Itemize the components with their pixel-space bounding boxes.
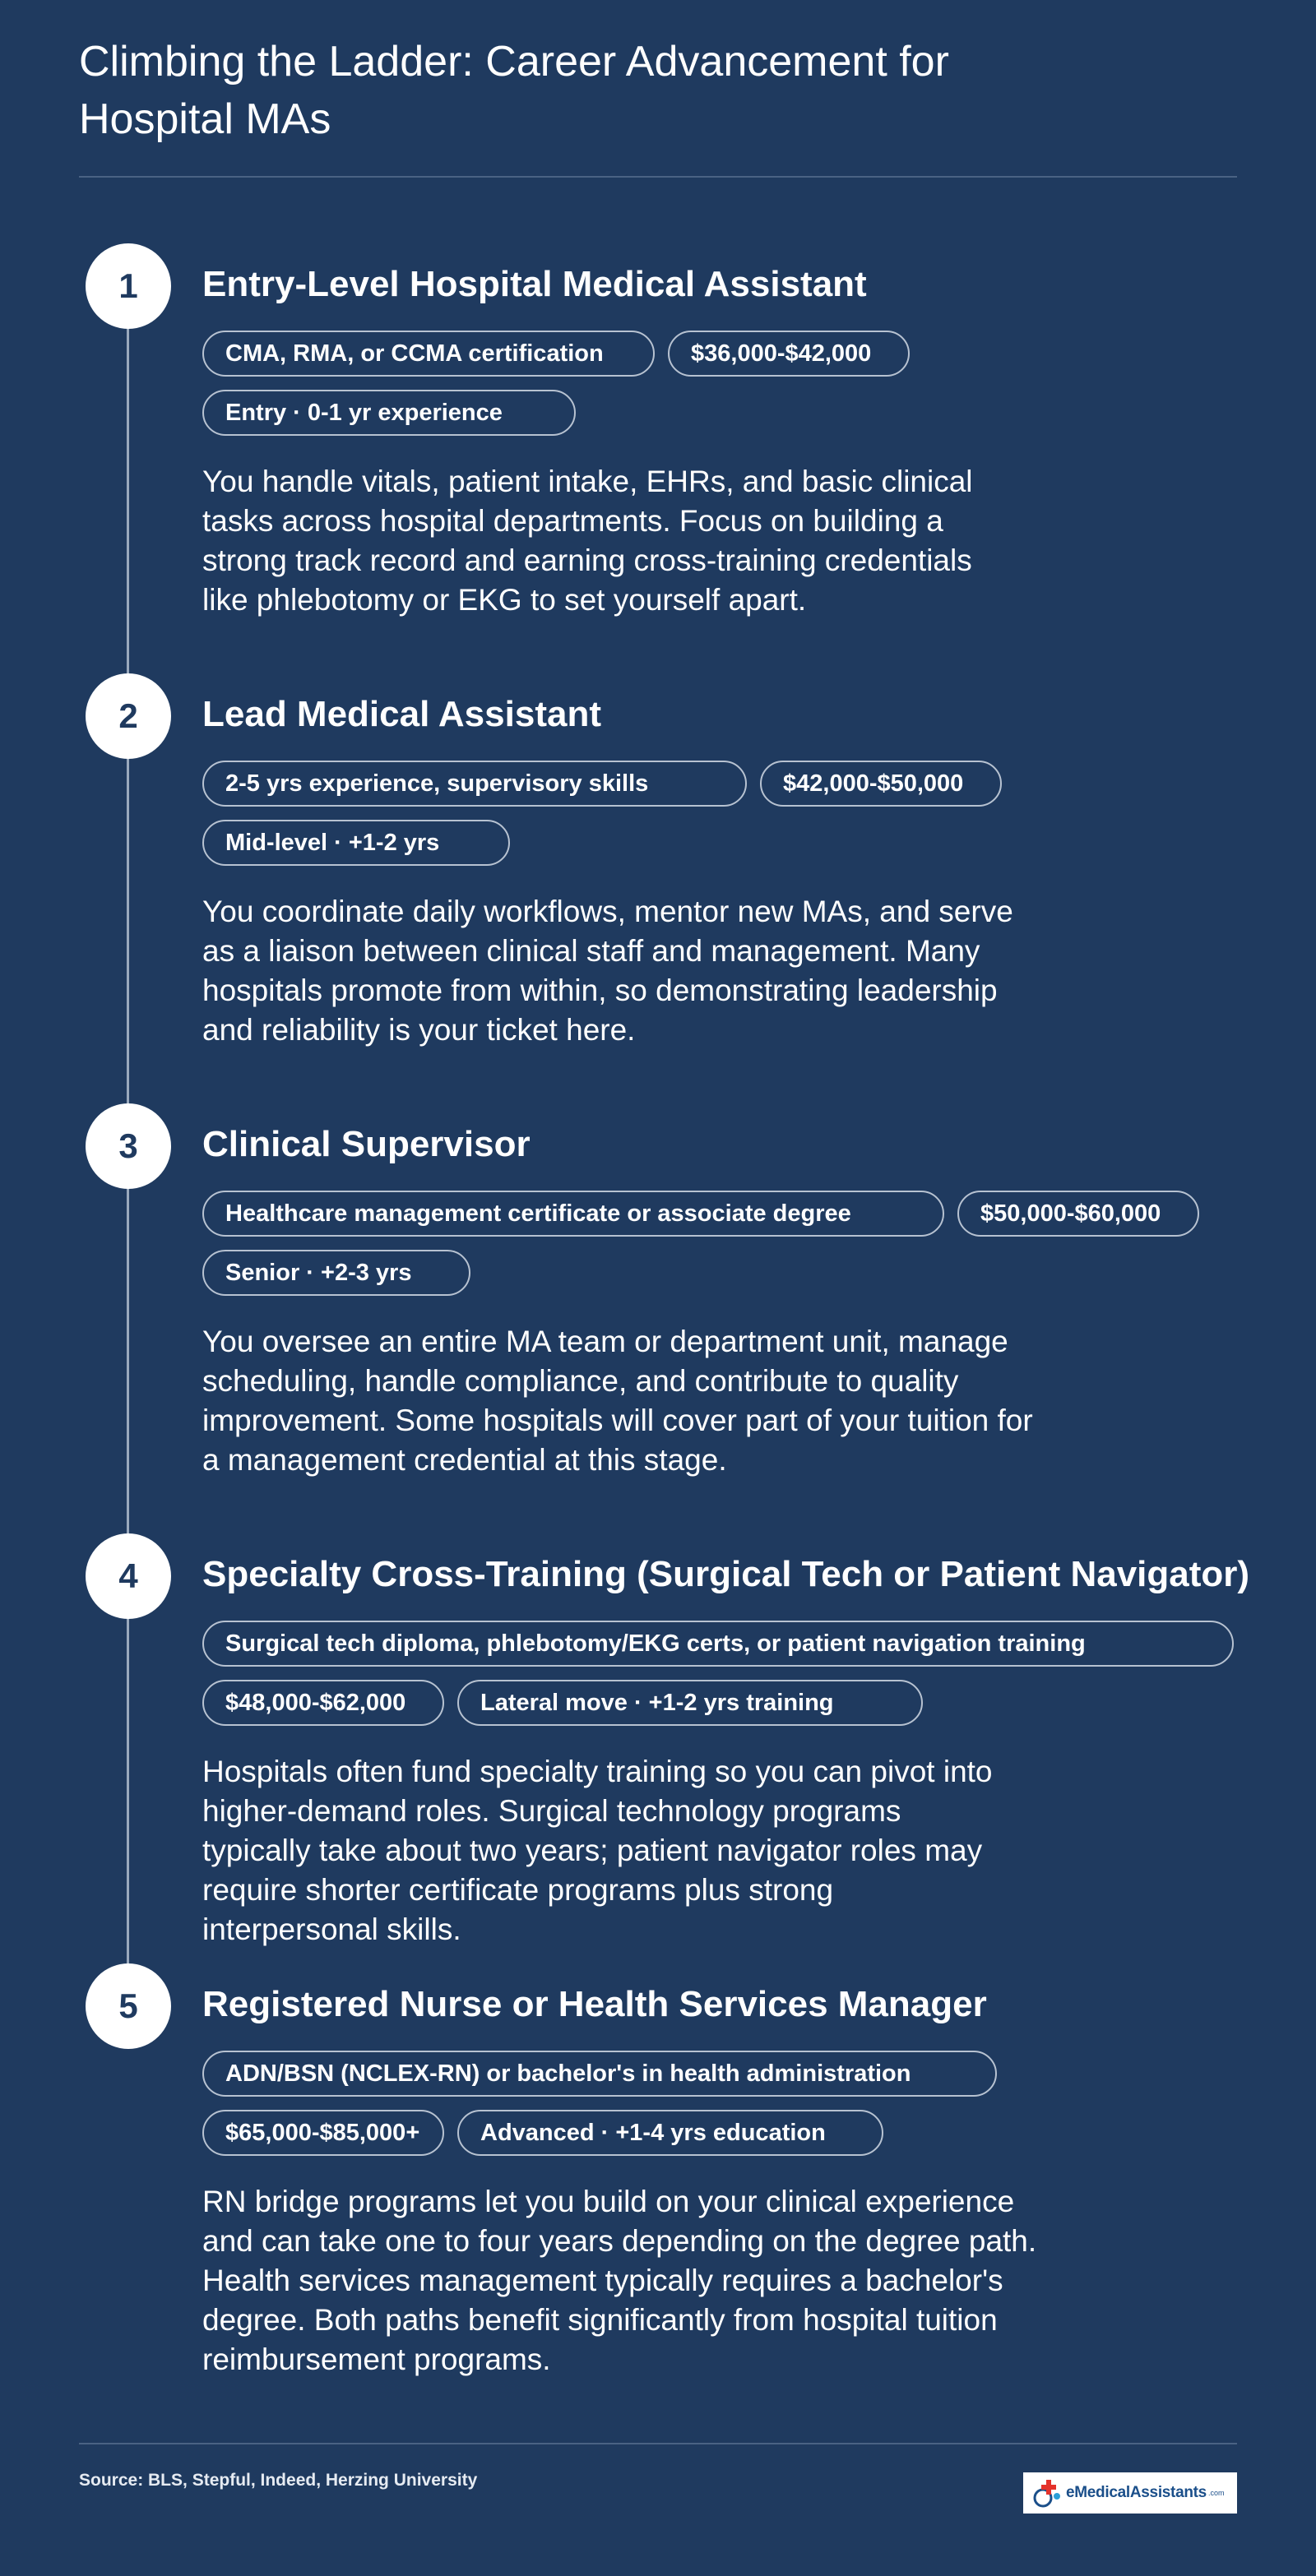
page-title: Climbing the Ladder: Career Advancement for Hospital MAs bbox=[79, 38, 949, 143]
requirement-pill: Surgical tech diploma, phlebotomy/EKG certs, or patient navigation training bbox=[202, 1621, 1234, 1667]
level-pill: Advanced · +1-4 yrs education bbox=[457, 2110, 883, 2156]
salary-pill: $48,000-$62,000 bbox=[202, 1680, 444, 1726]
step-number: 5 bbox=[86, 1963, 171, 2049]
salary-pill: $50,000-$60,000 bbox=[957, 1191, 1199, 1237]
requirement-pill: CMA, RMA, or CCMA certification bbox=[202, 331, 655, 377]
logo-text: eMedicalAssistants bbox=[1066, 2484, 1207, 2501]
salary-pill: $36,000-$42,000 bbox=[668, 331, 910, 377]
medical-cross-logo-icon bbox=[1030, 2475, 1066, 2511]
top-divider bbox=[79, 176, 1237, 178]
source-note: Source: BLS, Stepful, Indeed, Herzing University bbox=[79, 2471, 478, 2490]
step-title: Registered Nurse or Health Services Manager bbox=[202, 1984, 987, 2024]
logo-suffix: .com bbox=[1207, 2489, 1225, 2497]
step-description: You oversee an entire MA team or department unit, manage scheduling, handle compliance, and contribute to quality improvement. Some hospitals will cover part of your tuition for a management credential at this stage. bbox=[202, 1325, 1033, 1477]
step-tags bbox=[202, 1191, 1239, 1296]
salary-pill: $65,000-$85,000+ bbox=[202, 2110, 444, 2156]
bottom-divider bbox=[79, 2443, 1237, 2444]
step-tags bbox=[202, 1621, 1239, 1726]
level-pill: Lateral move · +1-2 yrs training bbox=[457, 1680, 923, 1726]
step-description: You handle vitals, patient intake, EHRs, and basic clinical tasks across hospital departments. Focus on building a strong track record and earning cross-training credentials like phlebotomy or EKG to set yourself apart. bbox=[202, 465, 973, 617]
salary-pill: $42,000-$50,000 bbox=[760, 761, 1002, 807]
step-number: 2 bbox=[86, 673, 171, 759]
step-description: Hospitals often fund specialty training so you can pivot into higher-demand roles. Surgical technology programs typically take about two years; patient navigator roles may require shorter certificate programs plus strong interpersonal skills. bbox=[202, 1755, 993, 1946]
step-title: Entry-Level Hospital Medical Assistant bbox=[202, 264, 867, 304]
requirement-pill: Healthcare management certificate or associate degree bbox=[202, 1191, 944, 1237]
step-number: 3 bbox=[86, 1103, 171, 1189]
step-tags bbox=[202, 2051, 1239, 2156]
step-tags bbox=[202, 761, 1239, 866]
step-tags bbox=[202, 331, 1239, 436]
step-number: 4 bbox=[86, 1533, 171, 1619]
step-description: You coordinate daily workflows, mentor new MAs, and serve as a liaison between clinical staff and management. Many hospitals promote from within, so demonstrating leadership and reliability is your ticket here. bbox=[202, 895, 1013, 1047]
requirement-pill: 2-5 yrs experience, supervisory skills bbox=[202, 761, 747, 807]
step-title: Clinical Supervisor bbox=[202, 1124, 531, 1164]
level-pill: Senior · +2-3 yrs bbox=[202, 1250, 470, 1296]
step-number: 1 bbox=[86, 243, 171, 329]
level-pill: Entry · 0-1 yr experience bbox=[202, 390, 576, 436]
brand-logo bbox=[1023, 2472, 1237, 2514]
level-pill: Mid-level · +1-2 yrs bbox=[202, 820, 510, 866]
step-title: Lead Medical Assistant bbox=[202, 694, 601, 734]
step-title: Specialty Cross-Training (Surgical Tech or Patient Navigator) bbox=[202, 1554, 1250, 1594]
step-description: RN bridge programs let you build on your clinical experience and can take one to four years depending on the degree path. Health services management typically requires a bachelor's degree. Both paths benefit significantly from hospital tuition reimbursement programs. bbox=[202, 2185, 1037, 2376]
requirement-pill: ADN/BSN (NCLEX-RN) or bachelor's in health administration bbox=[202, 2051, 997, 2097]
